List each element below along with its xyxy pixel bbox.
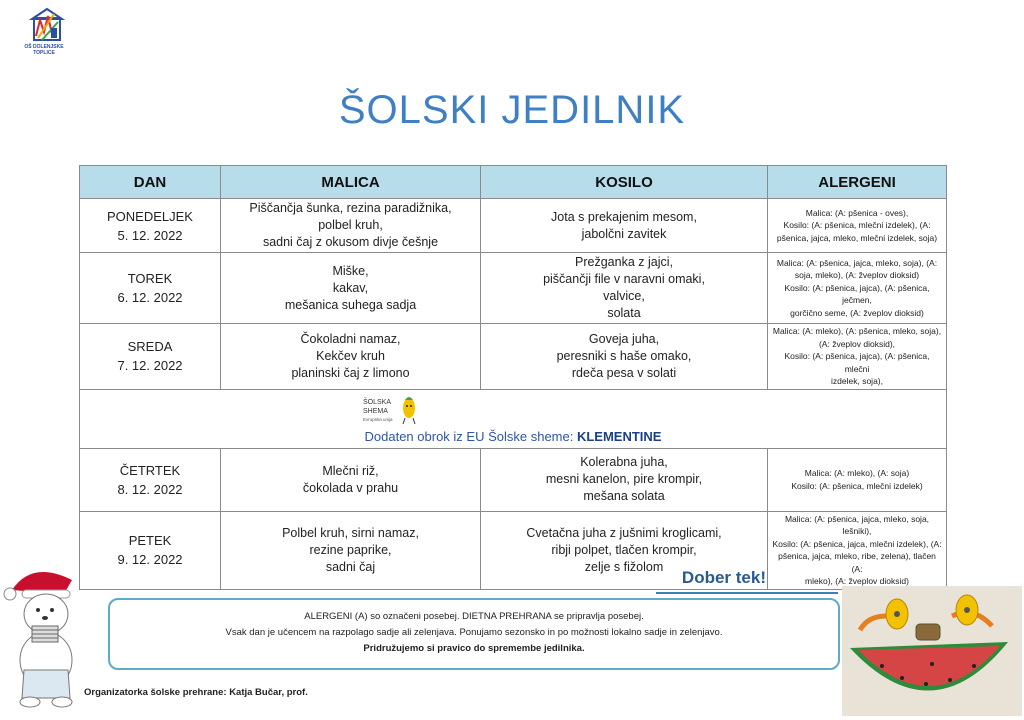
header-dan: DAN — [80, 166, 221, 199]
organizer-text: Organizatorka šolske prehrane: Katja Bučar, prof. — [84, 687, 308, 698]
menu-table — [79, 165, 947, 590]
day-name: TOREK — [127, 271, 173, 286]
header-kosilo: KOSILO — [481, 166, 768, 199]
kosilo-line: solata — [607, 306, 641, 320]
kosilo-line: piščančji file v naravni omaki, — [543, 272, 705, 286]
day-cell — [80, 448, 221, 511]
kosilo-line: Prežganka z jajci, — [575, 255, 673, 269]
malica-line: Mlečni riž, — [322, 463, 379, 478]
malica-line: rezine paprike, — [309, 542, 392, 557]
malica-line: Kekčev kruh — [316, 348, 385, 363]
malica-line: kakav, — [332, 280, 369, 295]
dober-tek-text: Dober tek! — [681, 568, 766, 587]
scheme-highlight: KLEMENTINE — [576, 429, 662, 444]
alergeni-line: Kosilo: (A: pšenica, jajca), (A: pšenica, ječmen, — [784, 282, 930, 306]
malica-line: Polbel kruh, sirni namaz, — [282, 525, 419, 540]
alergeni-line: pšenica, jajca, mleko, mlečni izdelek, soja) — [776, 232, 938, 243]
day-date: 6. 12. 2022 — [117, 290, 183, 305]
day-cell — [80, 324, 221, 390]
malica-line: mešanica suhega sadja — [284, 297, 417, 312]
malica-line: čokolada v prahu — [302, 480, 399, 495]
day-date: 8. 12. 2022 — [117, 481, 183, 497]
alergeni-line: Malica: (A: pšenica, jajca, mleko, soja, lešniki), — [784, 513, 930, 536]
kosilo-line: mešana solata — [583, 489, 665, 503]
malica-cell — [221, 511, 481, 589]
note-line: Vsak dan je učencem na razpolago sadje ali zelenjava. Ponujamo sezonsko in po možnosti lokalno sadje in zelenjavo. — [225, 627, 723, 638]
header-malica: MALICA — [221, 166, 481, 199]
kosilo-line: valvice, — [603, 289, 645, 303]
kosilo-line: zelje s fižolom — [584, 559, 664, 574]
kosilo-line: mesni kanelon, pire krompir, — [545, 472, 703, 486]
day-name: PONEDELJEK — [107, 208, 193, 224]
day-cell — [80, 511, 221, 589]
scheme-logo-text-2: SHEMA — [363, 408, 388, 415]
note-line: ALERGENI (A) so označeni posebej. DIETNA PREHRANA se pripravlja posebej. — [304, 611, 644, 622]
table-header-row — [80, 166, 947, 199]
school-scheme-logo — [361, 392, 421, 426]
watermelon-drawing — [842, 586, 1022, 716]
malica-cell — [221, 448, 481, 511]
notes-box — [108, 598, 840, 670]
alergeni-cell — [768, 253, 947, 324]
day-cell — [80, 253, 221, 324]
school-scheme-text — [84, 428, 942, 445]
alergeni-line: Kosilo: (A: pšenica, jajca), (A: pšenica, mlečni — [784, 351, 930, 374]
day-date: 7. 12. 2022 — [117, 358, 183, 374]
kosilo-line: peresniki s haše omako, — [556, 348, 692, 363]
table-row — [80, 199, 947, 253]
day-name: PETEK — [128, 533, 172, 548]
malica-line: sadni čaj — [325, 559, 376, 574]
kosilo-cell — [481, 324, 768, 390]
malica-line: Čokoladni namaz, — [300, 331, 401, 346]
kosilo-cell — [481, 448, 768, 511]
alergeni-cell — [768, 448, 947, 511]
kosilo-line: Kolerabna juha, — [580, 455, 668, 469]
alergeni-line: Kosilo: (A: pšenica, jajca, mlečni izdelek), (A: — [772, 538, 942, 549]
table-row — [80, 253, 947, 324]
kosilo-line: jabolčni zavitek — [581, 226, 667, 241]
alergeni-cell — [768, 324, 947, 390]
malica-cell — [221, 253, 481, 324]
day-date: 5. 12. 2022 — [117, 227, 183, 243]
malica-cell — [221, 199, 481, 253]
kosilo-cell — [481, 253, 768, 324]
alergeni-line: Malica: (A: pšenica, jajca, mleko, soja), (A: — [776, 257, 938, 268]
kosilo-line: Goveja juha, — [588, 331, 660, 346]
alergeni-cell — [768, 511, 947, 589]
kosilo-cell — [481, 199, 768, 253]
school-scheme-cell — [80, 389, 947, 448]
scheme-logo-text-3: Evropska unija — [363, 417, 393, 422]
table-row — [80, 511, 947, 589]
alergeni-line: (A: žveplov dioksid), — [818, 338, 896, 349]
day-cell — [80, 199, 221, 253]
alergeni-cell — [768, 199, 947, 253]
malica-line: planinski čaj z limono — [291, 365, 410, 380]
bear-illustration — [2, 560, 92, 710]
malica-cell — [221, 324, 481, 390]
day-date: 9. 12. 2022 — [117, 552, 183, 567]
malica-line: Piščančja šunka, rezina paradižnika, — [249, 201, 452, 215]
alergeni-line: Malica: (A: mleko), (A: pšenica, mleko, soja), — [772, 326, 942, 336]
alergeni-line: Malica: (A: pšenica - oves), — [805, 207, 909, 218]
kosilo-line: Cvetačna juha z jušnimi kroglicami, — [526, 525, 722, 540]
malica-line: sadni čaj z okusom divje češnje — [262, 235, 439, 249]
malica-line: Miške, — [332, 263, 369, 278]
alergeni-line: pšenica, jajca, mleko, ribe, zelena), tlačen (A: — [778, 551, 936, 574]
kosilo-line: rdeča pesa v solati — [571, 365, 677, 380]
kosilo-line: Jota s prekajenim mesom, — [551, 209, 697, 224]
alergeni-line: Malica: (A: mleko), (A: soja) — [804, 468, 910, 478]
dober-tek-divider — [656, 592, 838, 594]
school-scheme-row — [80, 389, 947, 448]
malica-line: polbel kruh, — [318, 218, 383, 232]
alergeni-line: soja, mleko), (A: žveplov dioksid) — [794, 270, 920, 281]
alergeni-line: Kosilo: (A: pšenica, mlečni izdelek), (A: — [783, 220, 931, 231]
header-alergeni: ALERGENI — [768, 166, 947, 199]
alergeni-line: gorčično seme, (A: žveplov dioksid) — [790, 307, 924, 318]
alergeni-line: izdelek, soja), — [831, 376, 883, 386]
school-logo-text: OŠ DOLENJSKE TOPLICE — [24, 44, 64, 56]
table-row — [80, 448, 947, 511]
day-name: SREDA — [127, 339, 173, 355]
alergeni-line: Kosilo: (A: pšenica, mlečni izdelek) — [791, 480, 923, 491]
scheme-logo-text-1: ŠOLSKA — [363, 399, 392, 406]
table-row — [80, 324, 947, 390]
alergeni-line: mleko), (A: žveplov dioksid) — [805, 576, 909, 586]
scheme-text: Dodaten obrok iz EU Šolske sheme: — [364, 429, 574, 444]
day-name: ČETRTEK — [119, 462, 181, 478]
kosilo-line: ribji polpet, tlačen krompir, — [551, 542, 697, 557]
note-line-bold: Pridružujemo si pravico do spremembe jedilnika. — [363, 643, 585, 654]
page-title: ŠOLSKI JEDILNIK — [338, 88, 686, 132]
